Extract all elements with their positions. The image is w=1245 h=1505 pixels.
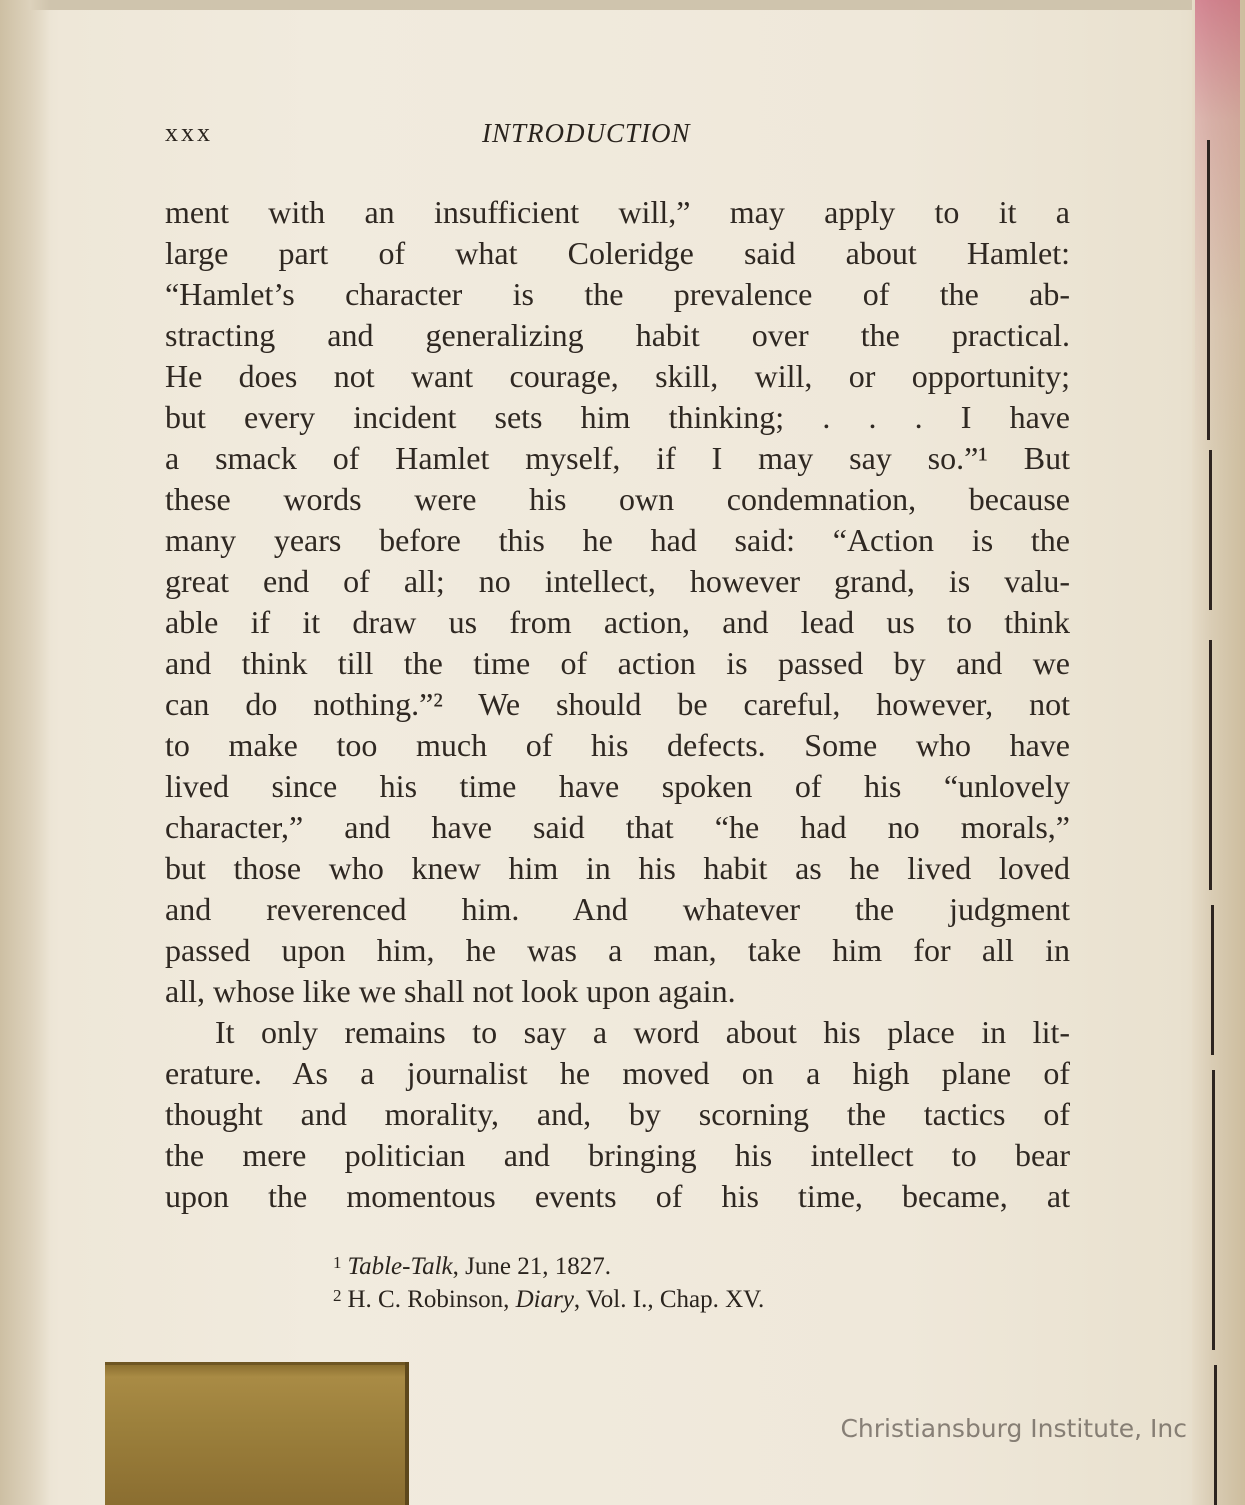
text-line: He does not want courage, skill, will, or opportunity; (165, 358, 1070, 394)
text-line: “Hamlet’s character is the prevalence of the ab- (165, 276, 1070, 312)
text-line: able if it draw us from action, and lead us to think (165, 604, 1070, 640)
footnote-2 (333, 1279, 764, 1312)
text-line: erature. As a journalist he moved on a high plane of (165, 1055, 1070, 1091)
running-head (0, 118, 1245, 158)
footnote-detail: , June 21, 1827. (452, 1253, 611, 1280)
binding-thread (1212, 1070, 1215, 1350)
text-line: upon the momentous events of his time, became, at (165, 1178, 1070, 1214)
footnote-mark: 1 (333, 1253, 342, 1272)
text-line: all, whose like we shall not look upon again. (165, 973, 736, 1009)
text-line: the mere politician and bringing his intellect to bear (165, 1137, 1070, 1173)
text-line: a smack of Hamlet myself, if I may say so.”¹ But (165, 440, 1070, 476)
footnote-mark: 2 (333, 1286, 342, 1305)
binding-thread (1209, 450, 1212, 610)
footnote-1 (333, 1246, 764, 1279)
text-line: passed upon him, he was a man, take him for all in (165, 932, 1070, 968)
binding-stain (1195, 0, 1240, 460)
text-line: many years before this he had said: “Action is the (165, 522, 1070, 558)
body-text (165, 192, 1070, 1217)
page-left-edge (0, 0, 50, 1505)
text-line: stracting and generalizing habit over the practical. (165, 317, 1070, 353)
text-line: can do nothing.”² We should be careful, however, not (165, 686, 1070, 722)
footnote-title: Diary (515, 1286, 574, 1313)
watermark: Christiansburg Institute, Inc (840, 1414, 1187, 1443)
binding-thread (1207, 140, 1210, 440)
page-number: xxx (165, 118, 213, 147)
text-line: lived since his time have spoken of his “unlovely (165, 768, 1070, 804)
brass-page-tab (105, 1362, 405, 1505)
chapter-title: INTRODUCTION (482, 118, 691, 148)
footnote-detail: , Vol. I., Chap. XV. (573, 1286, 765, 1313)
text-line: and reverenced him. And whatever the judgment (165, 891, 1070, 927)
text-line: character,” and have said that “he had no morals,” (165, 809, 1070, 845)
footnote-author: H. C. Robinson, (347, 1286, 516, 1313)
text-line: but every incident sets him thinking; . . . I have (165, 399, 1070, 435)
page-top-edge (0, 0, 1245, 10)
text-line: these words were his own condemnation, because (165, 481, 1070, 517)
binding-thread (1211, 905, 1214, 1055)
text-line: to make too much of his defects. Some who have (165, 727, 1070, 763)
text-line: large part of what Coleridge said about Hamlet: (165, 235, 1070, 271)
text-line: thought and morality, and, by scorning the tactics of (165, 1096, 1070, 1132)
text-line: and think till the time of action is passed by and we (165, 645, 1070, 681)
binding-thread (1209, 640, 1212, 890)
binding-thread (1214, 1365, 1217, 1505)
footnotes (333, 1246, 764, 1312)
paragraph-start-line: It only remains to say a word about his place in lit- (215, 1014, 1070, 1050)
text-line: great end of all; no intellect, however grand, is valu- (165, 563, 1070, 599)
text-line: ment with an insufficient will,” may apply to it a (165, 194, 1070, 230)
text-line: but those who knew him in his habit as he lived loved (165, 850, 1070, 886)
footnote-title: Table-Talk (347, 1253, 453, 1280)
